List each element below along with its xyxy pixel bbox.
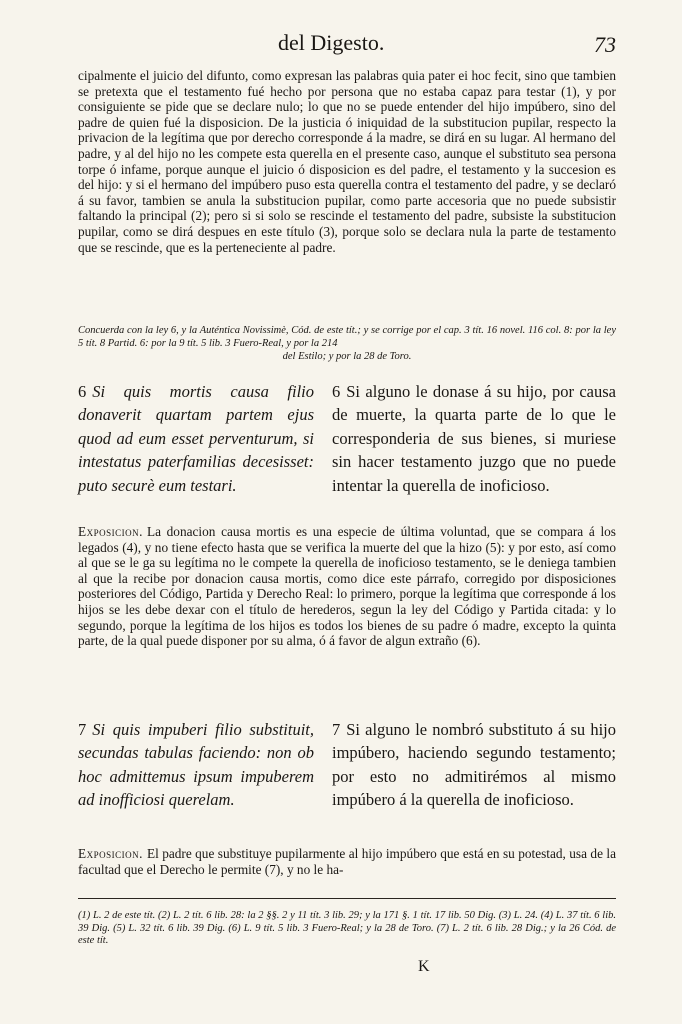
concordance-tail: del Estilo; y por la 28 de Toro. — [282, 351, 412, 362]
section-number-spanish-6: 6 — [332, 382, 341, 401]
page-number: 73 — [594, 32, 616, 57]
exposition-paragraph-1 — [78, 524, 616, 649]
spanish-text-6 — [332, 380, 616, 497]
spanish-text-7 — [332, 718, 616, 812]
concordance-note — [78, 324, 616, 363]
exposition-label-2: Exposicion. — [78, 846, 143, 861]
exposition-text-2: El padre que substituye pupilarmente al hijo impúbero que está en su potestad, usa de la facultad que el Derecho le permite (7), y no le ha- — [78, 846, 616, 877]
body-paragraph: cipalmente el juicio del difunto, como expresan las palabras quia pater ei hoc fecit, sino que tambien se pretexta que el testamento fué hecho por persona que no estaba capaz para testar (1), y por consiguiente se pide que se declare nulo; lo que no se puede entender del hijo impúbero, sino del padre de quien fué la disposicion. De la justicia ó iniquidad de la substitucion pupilar, respecto la privacion de la legítima que por derecho corresponde á la madre, se dirá en su lugar. Al hermano del padre, y al del hijo no les compete esta querella en el presente caso, aunque el substituto sea persona torpe ó infame, porque aunque el juicio ó disposicion es del padre, el testamento y la succesion es del hijo: y si el hermano del impúbero puso esta querella contra el testamento del padre, y se declaró á su favor, tambien se anula la substitucion pupilar, como parte accesoria que no puede subsistir faltando la principal (2); pero si si solo se rescinde el testamento del padre, subsiste la substitucion pupilar, como se dirá despues en este título (3), porque solo se declara nula la parte de testamento que se rescinde, que es la perteneciente al padre. — [78, 68, 616, 255]
signature-mark: K — [418, 958, 430, 975]
latin-text-7 — [78, 718, 314, 812]
spanish-body-6: Si alguno le donase á su hijo, por causa de muerte, la quarta parte de lo que le corresponderia de sus bienes, si muriese sin hacer testamento juzgo que no puede intentar la querella de inoficioso. — [332, 382, 616, 495]
section-number-latin-7: 7 — [78, 720, 87, 739]
footnotes: (1) L. 2 de este tít. (2) L. 2 tít. 6 lib. 28: la 2 §§. 2 y 11 tít. 3 lib. 29; y la 171 §. 1 tít. 17 lib. 50 Dig. (3) L. 24. (4) L. 37 tít. 6 lib. 39 Dig. (5) L. 32 tít. 6 lib. 39 Dig. (6) L. 9 tít. 5 lib. 3 Fuero-Real; y la 28 de Toro. (7) L. 2 tít. 6 lib. 28 Dig.; y la 26 Cód. de este tít. — [78, 910, 616, 947]
running-title: del Digesto. — [278, 30, 385, 55]
section-number-spanish-7: 7 — [332, 720, 341, 739]
section-number-latin-6: 6 — [78, 382, 87, 401]
concordance-text: Concuerda con la ley 6, y la Auténtica Novissimè, Cód. de este tít.; y se corrige por el cap. 3 tít. 16 novel. 116 col. 8: por la ley 5 tít. 8 Partid. 6: por la 9 tít. 5 lib. 3 Fuero-Real, y por la 214 — [78, 325, 616, 349]
page-header — [78, 30, 616, 60]
latin-body-7: Si quis impuberi filio substituit, secundas tabulas faciendo: non ob hoc admittemus ipsum impuberem ad inofficiosi querelam. — [78, 720, 314, 810]
latin-body-6: Si quis mortis causa filio donaverit quartam partem ejus quod ad eum esset perventurum, si intestatus paterfamilias decesisset: puto securè eum testari. — [78, 382, 314, 495]
exposition-paragraph-2 — [78, 846, 616, 877]
latin-text-6 — [78, 380, 314, 497]
exposition-text-1: La donacion causa mortis es una especie de última voluntad, que se compara á los legados (4), y no tiene efecto hasta que se verifica la muerte del que la hizo (5): y por esto, así como al que se le ga su legítima no le compete la querella de inoficioso testamento, se le deniega tambien al que la recibe por donacion causa mortis, como dice este párrafo, corregido por disposiciones posteriores del Código, Partida y Derecho Real: lo primero, porque la legítima que corresponde á los hijos se les debe dexar con el título de herederos, segun la ley del Código y Partida citada: y lo segundo, porque la legítima de los hijos es todos los bienes de su padre ó madre, excepto la quinta parte, de la qual puede disponer por su alma, ó á favor de algun extraño (6). — [78, 524, 616, 649]
exposition-label-1: Exposicion. — [78, 524, 143, 539]
spanish-body-7: Si alguno le nombró substituto á su hijo impúbero, haciendo segundo testamento; por esto no admitirémos al mismo impúbero á la querella de inoficioso. — [332, 720, 616, 810]
footnote-divider — [78, 898, 616, 899]
